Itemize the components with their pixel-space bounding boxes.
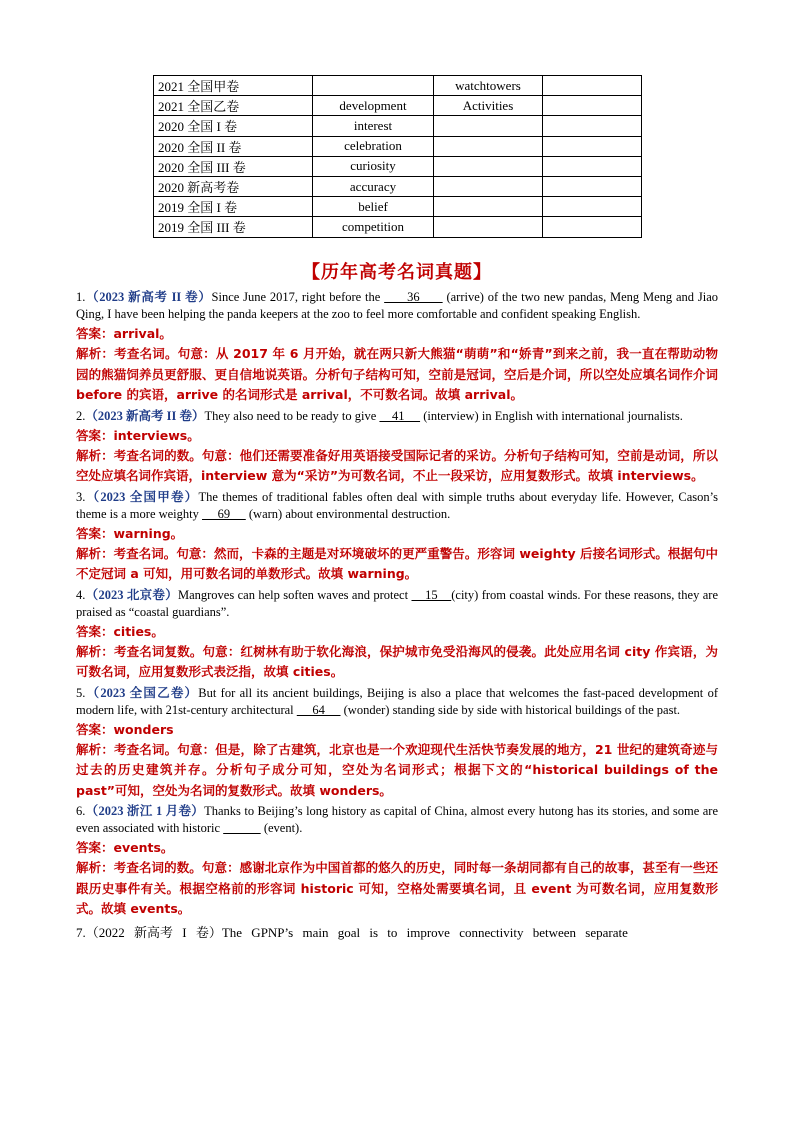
table-row: [154, 217, 642, 237]
question-text: [76, 489, 718, 523]
question-stem: But for all its ancient buildings, Beijing is also a place that welcomes the fast-paced development of modern life, with 21st-century architectural: [76, 685, 718, 717]
question-stem-end: (wonder) standing side by side with historical buildings of the past.: [340, 702, 681, 717]
table-cell: [434, 136, 543, 156]
answer-line: 答案：wonders: [76, 721, 174, 737]
question-number: 3.: [76, 489, 86, 504]
table-cell: [543, 116, 642, 136]
question-stem: Mangroves can help soften waves and protect: [177, 587, 412, 602]
table-cell: competition: [313, 217, 434, 237]
question-block: [76, 803, 718, 920]
table-cell: [543, 197, 642, 217]
question-block: [76, 408, 718, 487]
question-source: （2023 新高考 II 卷）: [85, 290, 212, 304]
question-stem: The GPNP’s main goal is to improve connectivity between separate: [221, 924, 628, 940]
table-cell: 2020 全国 III 卷: [154, 156, 313, 176]
table-cell: [434, 217, 543, 237]
question-block: [76, 489, 718, 585]
table-cell: [543, 217, 642, 237]
table-cell: interest: [313, 116, 434, 136]
question-source: （2023 新高考 II 卷）: [85, 408, 205, 423]
explanation-text: 解析：考查名词的数。句意：他们还需要准备好用英语接受国际记者的采访。分析句子结构可知，空前是动词，所以空处应填名词作宾语，interview 意为“采访”为可数名词，不止一段采访，应用复数形式。故填 interviews。: [76, 447, 718, 483]
question-text: [76, 803, 718, 837]
answer-line: 答案：cities。: [76, 623, 164, 639]
question-text: [76, 924, 718, 942]
question-stem-end: (event).: [260, 821, 303, 835]
answer-blank: 69: [202, 506, 246, 521]
question-text: [76, 685, 718, 719]
table-cell: [543, 136, 642, 156]
question-stem-end: (interview) in English with international journalists.: [420, 408, 683, 423]
noun-answer-table: [153, 75, 642, 238]
table-row: [154, 197, 642, 217]
question-source: （2023 北京卷）: [85, 587, 178, 602]
answer-line: 答案：interviews。: [76, 427, 200, 443]
question-block: [76, 587, 718, 683]
table-row: [154, 96, 642, 116]
table-cell: 2021 全国甲卷: [154, 76, 313, 96]
explanation-text: 解析：考查名词。句意：从 2017 年 6 月开始，就在两只新大熊猫“萌萌”和“娇青”到来之前，我一直在帮助动物园的熊猫饲养员更舒服、更自信地说英语。分析句子结构可知，空前是冠词，空后是介词，所以空处应填名词作介词 before 的宾语，arrive 的名词形式是 arrival，不可数名词。故填 arrival。: [76, 346, 718, 402]
question-stem: Thanks to Beijing’s long history as capital of China, almost every hutong has its stories, and some are even associated with historic: [76, 804, 718, 835]
question-stem: Since June 2017, right before the: [211, 290, 385, 304]
question-stem-end: (warn) about environmental destruction.: [245, 506, 451, 521]
table-cell: 2021 全国乙卷: [154, 96, 313, 116]
exam-year-table: [153, 75, 642, 238]
table-cell: celebration: [313, 136, 434, 156]
answer-blank: 36: [384, 290, 443, 304]
table-row: [154, 176, 642, 196]
table-cell: development: [313, 96, 434, 116]
table-cell: [313, 76, 434, 96]
question-source: （2022 新高考 I 卷）: [85, 924, 222, 940]
table-cell: 2019 全国 I 卷: [154, 197, 313, 217]
answer-line: 答案：warning。: [76, 525, 184, 541]
question-stem: The themes of traditional fables often deal with simple truths about everyday life. However, Cason’s theme is a more weighty: [76, 489, 718, 521]
answer-blank: 41: [379, 408, 421, 423]
table-cell: Activities: [434, 96, 543, 116]
table-cell: belief: [313, 197, 434, 217]
answer-blank: 64: [296, 702, 341, 717]
question-text: [76, 408, 718, 425]
explanation-text: 解析：考查名词复数。句意：红树林有助于软化海浪，保护城市免受沿海风的侵袭。此处应用名词 city 作宾语，为可数名词，应用复数形式表泛指，故填 cities。: [76, 643, 718, 679]
table-cell: [543, 76, 642, 96]
table-cell: [434, 156, 543, 176]
question-text: [76, 587, 718, 621]
table-row: [154, 136, 642, 156]
table-row: [154, 76, 642, 96]
table-cell: [434, 116, 543, 136]
question-text: [76, 289, 718, 323]
table-row: [154, 116, 642, 136]
table-cell: accuracy: [313, 176, 434, 196]
question-stem: They also need to be ready to give: [204, 408, 380, 423]
question-number: 7.: [76, 924, 86, 940]
table-row: [154, 156, 642, 176]
question-number: 2.: [76, 408, 86, 423]
section-heading: 【历年高考名词真题】: [302, 262, 492, 283]
question-source: （2023 全国甲卷）: [85, 489, 199, 504]
explanation-text: 解析：考查名词。句意：然而，卡森的主题是对环境破坏的更严重警告。形容词 weighty 后接名词形式。根据句中不定冠词 a 可知，用可数名词的单数形式。故填 warning。: [76, 545, 718, 581]
question-source: （2023 全国乙卷）: [85, 685, 199, 700]
answer-blank: [223, 821, 261, 835]
table-cell: 2019 全国 III 卷: [154, 217, 313, 237]
table-cell: watchtowers: [434, 76, 543, 96]
question-source: （2023 浙江 1 月卷）: [85, 804, 205, 818]
table-cell: [434, 197, 543, 217]
table-cell: [543, 176, 642, 196]
question-number: 5.: [76, 685, 86, 700]
question-stem-end: (city) from coastal winds. For these reasons, they are praised as “coastal guardians”.: [76, 587, 718, 619]
table-cell: [543, 96, 642, 116]
table-cell: [543, 156, 642, 176]
question-number: 1.: [76, 290, 86, 304]
table-cell: [434, 176, 543, 196]
question-number: 6.: [76, 804, 86, 818]
table-cell: 2020 全国 II 卷: [154, 136, 313, 156]
question-number: 4.: [76, 587, 86, 602]
explanation-text: 解析：考查名词的数。句意：感谢北京作为中国首都的悠久的历史，同时每一条胡同都有自己的故事，甚至有一些还跟历史事件有关。根据空格前的形容词 historic 可知，空格处需要填名词，且 event 为可数名词，应用复数形式。故填 events。: [76, 860, 718, 916]
answer-line: 答案：events。: [76, 840, 174, 855]
explanation-text: 解析：考查名词。句意：但是，除了古建筑，北京也是一个欢迎现代生活快节奏发展的地方，21 世纪的建筑奇迹与过去的历史建筑并存。分析句子成分可知，空处为名词形式；根据下文的“historical buildings of the past”可知，空处为名词的复数形式。故填 wonders。: [76, 741, 718, 798]
question-list: [76, 289, 718, 942]
question-block: [76, 685, 718, 802]
answer-blank: 15: [411, 587, 452, 602]
table-cell: 2020 全国 I 卷: [154, 116, 313, 136]
question-block: [76, 289, 718, 406]
table-cell: curiosity: [313, 156, 434, 176]
question-stem-end: (arrive) of the two new pandas, Meng Meng and Jiao Qing, I have been helping the panda keepers at the zoo to feel more comfortable and confident speaking English.: [76, 290, 719, 321]
table-cell: 2020 新高考卷: [154, 176, 313, 196]
answer-line: 答案：arrival。: [76, 326, 172, 341]
